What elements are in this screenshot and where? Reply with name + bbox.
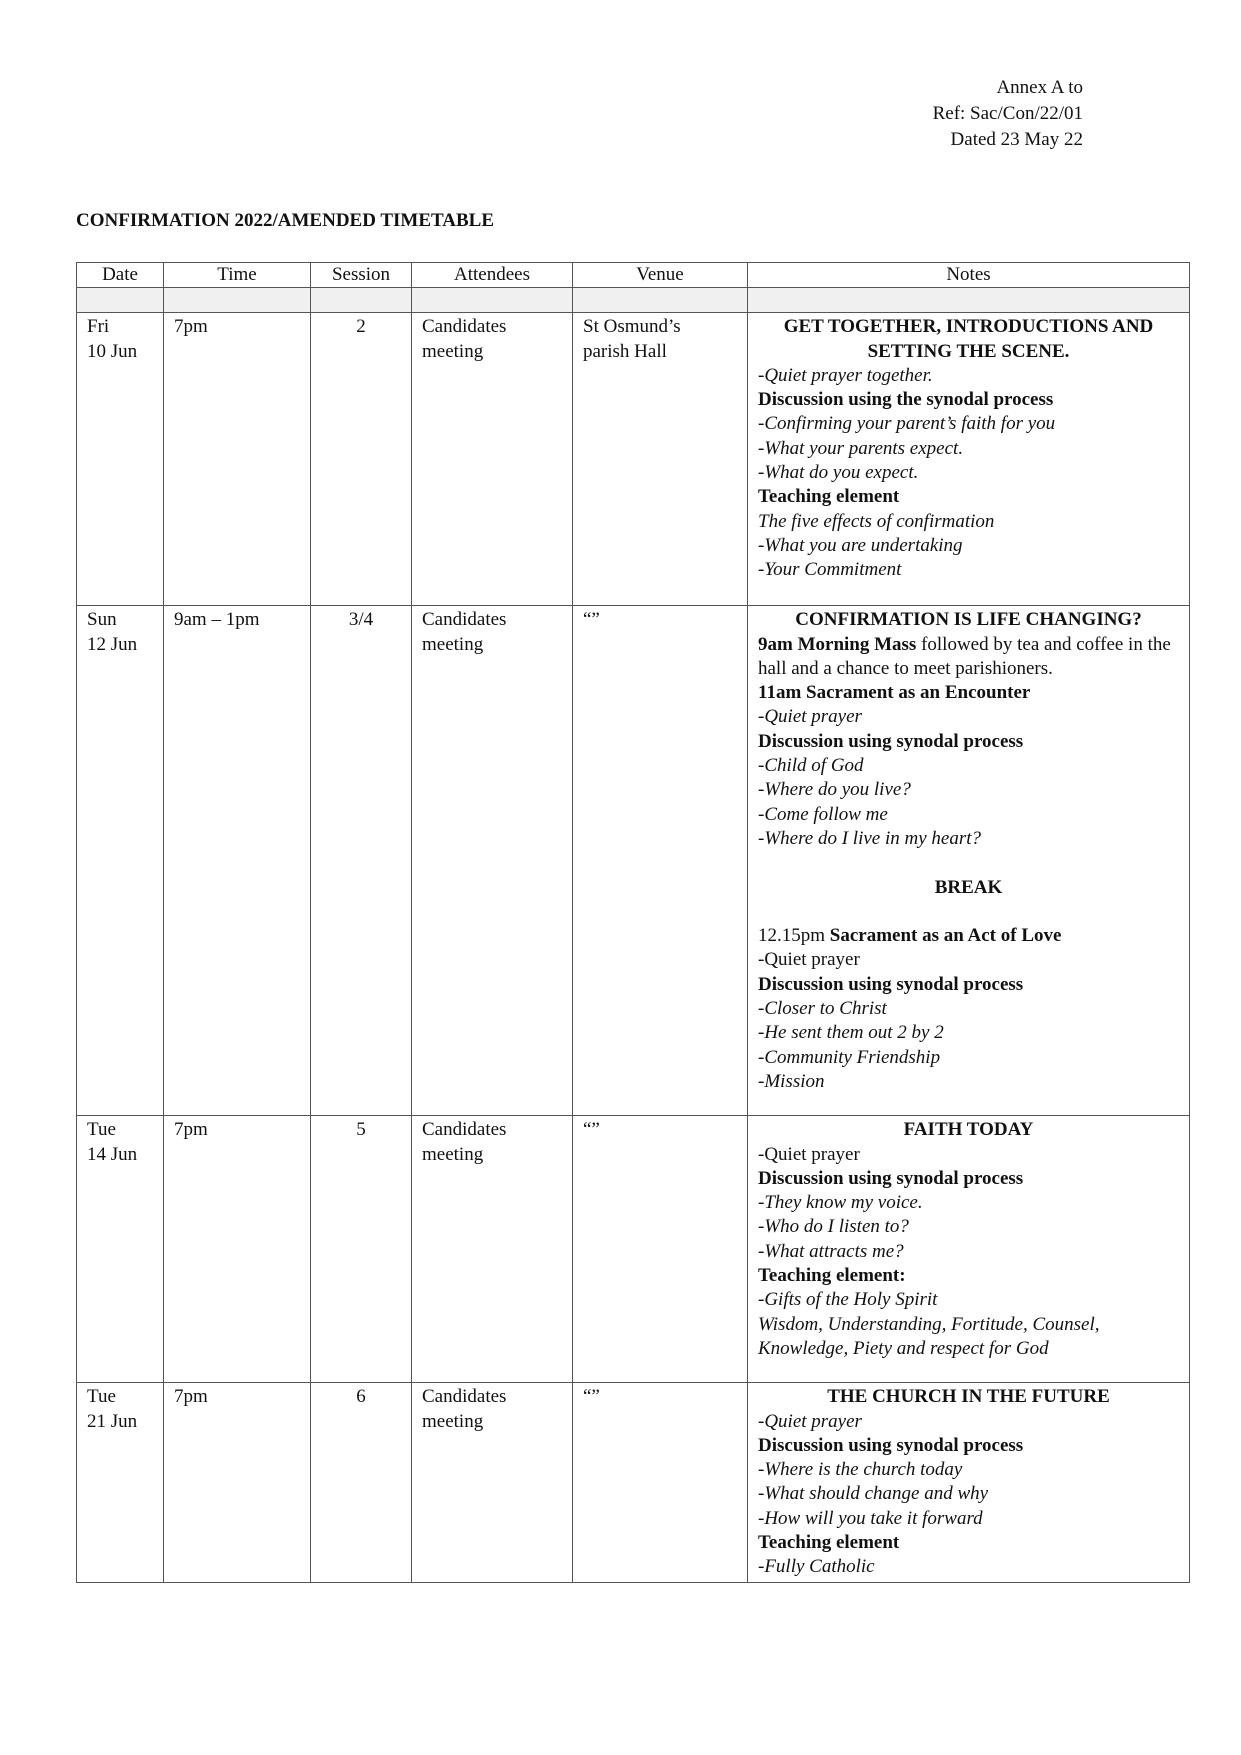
note-line: -Confirming your parent’s faith for you [758, 413, 1056, 435]
table-row [77, 1116, 1190, 1383]
date-cell: Sun 12 Jun [77, 606, 164, 1116]
note-line: -Your Commitment [758, 559, 902, 581]
note-line: -What should change and why [758, 1483, 989, 1505]
notes-cell [748, 313, 1190, 606]
note-line: 11am Sacrament as an Encounter [758, 682, 1031, 704]
note-line: -Fully Catholic [758, 1556, 875, 1578]
col-time: Time [164, 263, 311, 288]
note-line: Discussion using the synodal process [758, 389, 1054, 411]
note-line: FAITH TODAY [903, 1119, 1034, 1141]
venue-cell: St Osmund’s parish Hall [573, 313, 748, 606]
date-cell: Tue 21 Jun [77, 1383, 164, 1582]
document-title: CONFIRMATION 2022/AMENDED TIMETABLE [76, 210, 495, 231]
table-row [77, 313, 1190, 606]
note-line: -What attracts me? [758, 1240, 904, 1262]
note-line: -Quiet prayer [758, 949, 860, 971]
annex-line: Annex A to [996, 77, 1083, 98]
session-cell: 2 [311, 313, 412, 606]
session-cell: 5 [311, 1116, 412, 1383]
notes-cell [748, 1383, 1190, 1582]
time-cell: 7pm [164, 1116, 311, 1383]
time-cell: 7pm [164, 1383, 311, 1582]
time-cell: 9am – 1pm [164, 606, 311, 1116]
note-line: Teaching element: [758, 1265, 906, 1287]
note-line: -What you are undertaking [758, 534, 963, 556]
note-line: -Who do I listen to? [758, 1216, 909, 1238]
note-line: -Quiet prayer together. [758, 364, 933, 386]
note-line: Discussion using synodal process [758, 973, 1024, 995]
date-cell: Fri 10 Jun [77, 313, 164, 606]
note-line: -Closer to Christ [758, 998, 887, 1020]
date-cell: Tue 14 Jun [77, 1116, 164, 1383]
note-line: Discussion using synodal process [758, 1167, 1024, 1189]
time-cell: 7pm [164, 313, 311, 606]
shaded-spacer-row [77, 288, 1190, 313]
note-line: CONFIRMATION IS LIFE CHANGING? [795, 609, 1142, 631]
note-line: -How will you take it forward [758, 1507, 983, 1529]
notes-cell [748, 606, 1190, 1116]
col-session: Session [311, 263, 412, 288]
note-line: -What do you expect. [758, 462, 919, 484]
note-line: -Gifts of the Holy Spirit [758, 1289, 938, 1311]
note-line [758, 900, 1179, 924]
note-line: GET TOGETHER, INTRODUCTIONS AND SETTING THE SCENE. [783, 316, 1154, 362]
note-line: Teaching element [758, 486, 900, 508]
note-line: The five effects of confirmation [758, 510, 995, 532]
note-line: -What your parents expect. [758, 437, 964, 459]
note-line: Discussion using synodal process [758, 730, 1024, 752]
note-line: -He sent them out 2 by 2 [758, 1022, 944, 1044]
note-line: -They know my voice. [758, 1192, 923, 1214]
venue-cell: “” [573, 1383, 748, 1582]
session-cell: 3/4 [311, 606, 412, 1116]
note-line: THE CHURCH IN THE FUTURE [827, 1386, 1110, 1408]
note-line: 9am Morning Mass followed by tea and coffee in the hall and a chance to meet parishioners. [758, 633, 1171, 679]
table-row [77, 1383, 1190, 1582]
table-row [77, 606, 1190, 1116]
note-line: Teaching element [758, 1532, 900, 1554]
note-line: -Community Friendship [758, 1046, 941, 1068]
col-notes: Notes [748, 263, 1190, 288]
attendees-cell: Candidates meeting [412, 1383, 573, 1582]
note-line [758, 851, 1179, 875]
timetable [76, 262, 1190, 1583]
dated-line: Dated 23 May 22 [950, 129, 1083, 150]
note-line: -Quiet prayer [758, 706, 862, 728]
col-venue: Venue [573, 263, 748, 288]
note-line: -Quiet prayer [758, 1410, 862, 1432]
note-line: -Mission [758, 1070, 825, 1092]
note-line: -Come follow me [758, 803, 888, 825]
attendees-cell: Candidates meeting [412, 313, 573, 606]
note-line: Discussion using synodal process [758, 1434, 1024, 1456]
header-row [77, 263, 1190, 288]
note-line: -Child of God [758, 755, 864, 777]
venue-cell: “” [573, 1116, 748, 1383]
col-date: Date [77, 263, 164, 288]
note-line: -Where do you live? [758, 779, 911, 801]
note-line: Wisdom, Understanding, Fortitude, Counsel, Knowledge, Piety and respect for God [758, 1313, 1100, 1359]
session-cell: 6 [311, 1383, 412, 1582]
attendees-cell: Candidates meeting [412, 606, 573, 1116]
reference-block [933, 75, 1083, 153]
col-attendees: Attendees [412, 263, 573, 288]
note-line: BREAK [934, 876, 1003, 898]
notes-cell [748, 1116, 1190, 1383]
note-line: -Quiet prayer [758, 1143, 860, 1165]
ref-line: Ref: Sac/Con/22/01 [932, 103, 1083, 124]
note-line: -Where do I live in my heart? [758, 827, 981, 849]
venue-cell: “” [573, 606, 748, 1116]
attendees-cell: Candidates meeting [412, 1116, 573, 1383]
note-line: -Where is the church today [758, 1459, 963, 1481]
note-line: 12.15pm Sacrament as an Act of Love [758, 925, 1062, 947]
